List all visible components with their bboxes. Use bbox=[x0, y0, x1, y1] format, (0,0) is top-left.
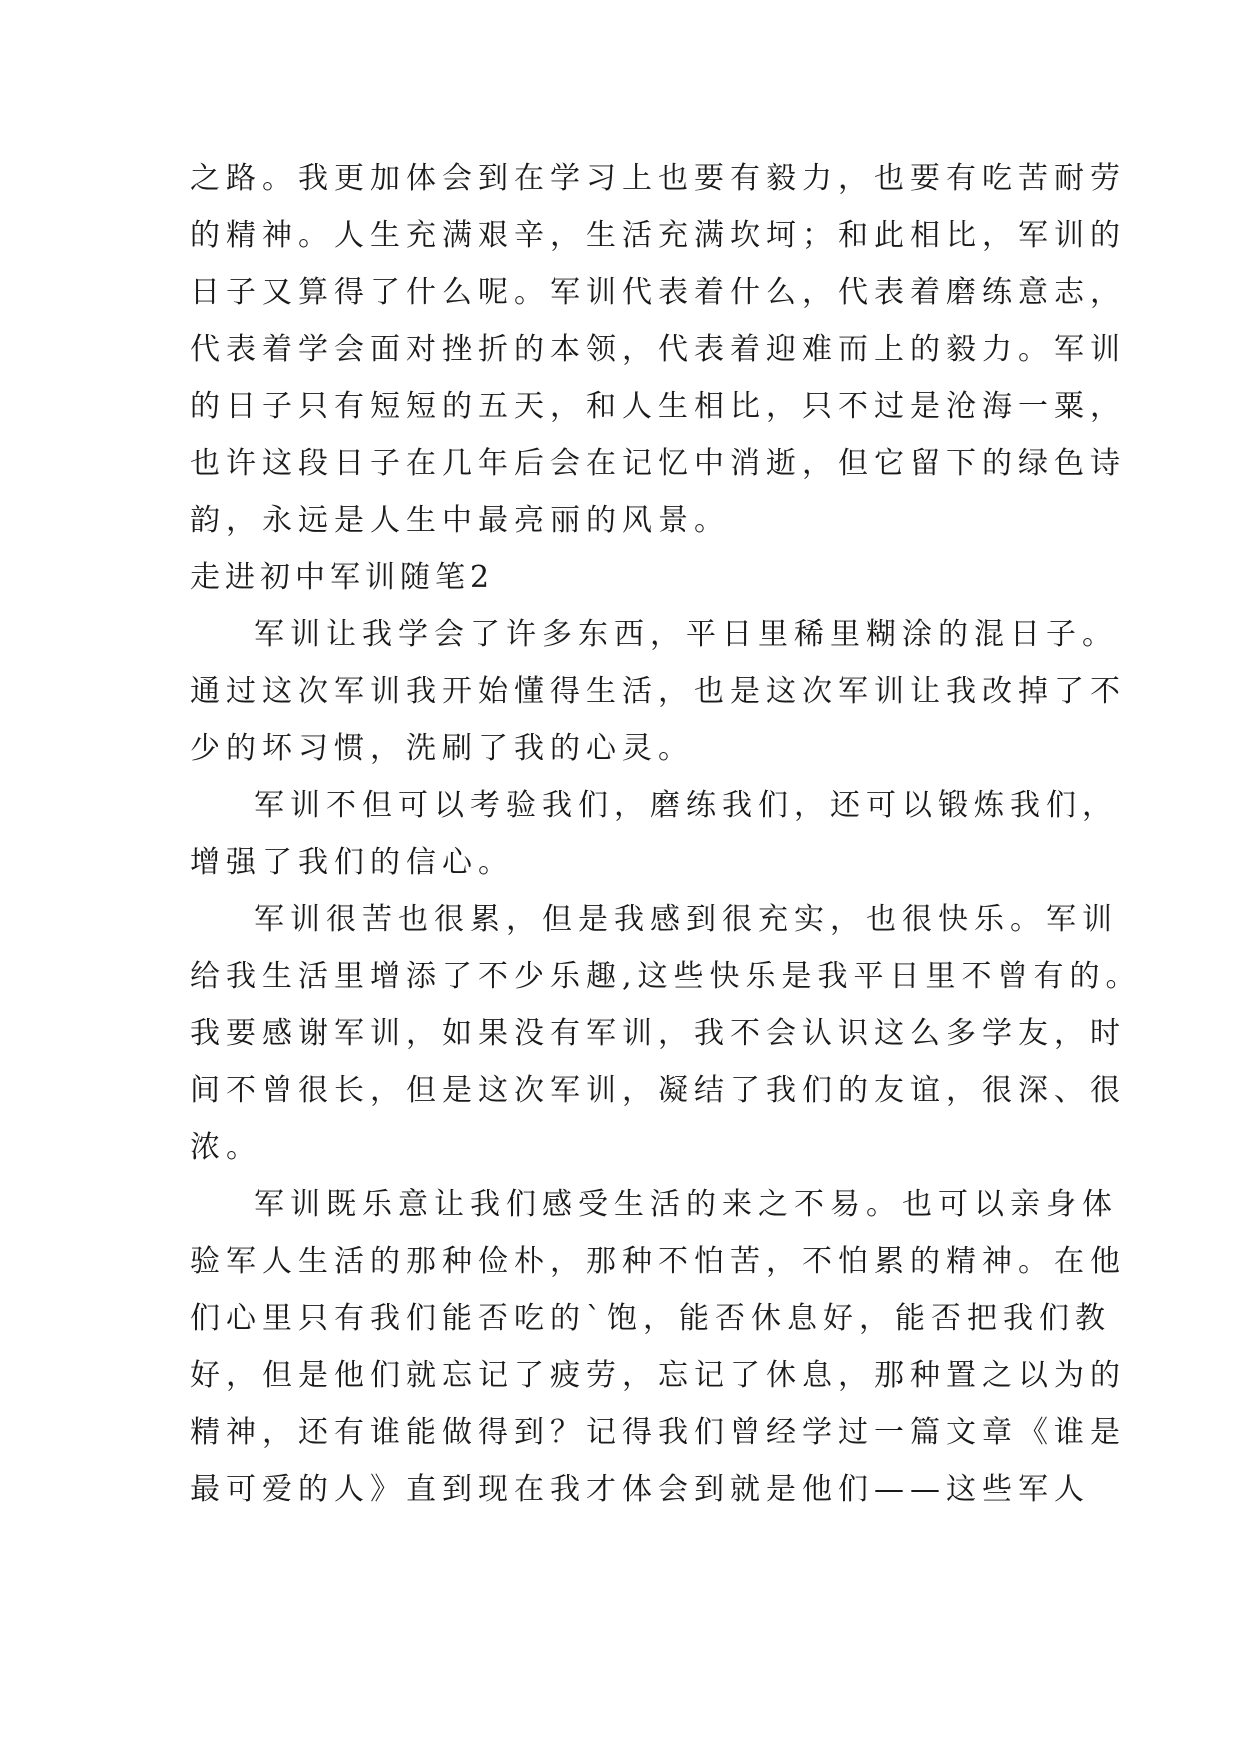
text-line: 军训很苦也很累，但是我感到很充实，也很快乐。军训 bbox=[254, 902, 1118, 937]
section-heading: 走进初中军训随笔2 bbox=[190, 560, 495, 595]
text-line: 韵，永远是人生中最亮丽的风景。 bbox=[190, 503, 730, 538]
text-line: 日子又算得了什么呢。军训代表着什么，代表着磨练意志， bbox=[190, 275, 1126, 310]
paragraph-continuation bbox=[190, 150, 1126, 549]
text-line: 代表着学会面对挫折的本领，代表着迎难而上的毅力。军训 bbox=[190, 332, 1126, 367]
text-line: 少的坏习惯，洗刷了我的心灵。 bbox=[190, 731, 694, 766]
text-line: 的日子只有短短的五天，和人生相比，只不过是沧海一粟， bbox=[190, 389, 1126, 424]
text-line: 军训既乐意让我们感受生活的来之不易。也可以亲身体 bbox=[254, 1187, 1118, 1222]
text-line: 最可爱的人》直到现在我才体会到就是他们——这些军人 bbox=[190, 1472, 1090, 1507]
text-line: 军训让我学会了许多东西，平日里稀里糊涂的混日子。 bbox=[254, 617, 1118, 652]
text-line: 也许这段日子在几年后会在记忆中消逝，但它留下的绿色诗 bbox=[190, 446, 1126, 481]
text-line: 军训不但可以考验我们，磨练我们，还可以锻炼我们， bbox=[254, 788, 1118, 823]
text-line: 增强了我们的信心。 bbox=[190, 845, 514, 880]
text-line: 通过这次军训我开始懂得生活，也是这次军训让我改掉了不 bbox=[190, 674, 1126, 709]
paragraph-3 bbox=[190, 891, 1142, 1176]
text-line: 间不曾很长，但是这次军训，凝结了我们的友谊，很深、很 bbox=[190, 1073, 1126, 1108]
text-line: 之路。我更加体会到在学习上也要有毅力，也要有吃苦耐劳 bbox=[190, 161, 1126, 196]
paragraph-2 bbox=[190, 777, 1118, 891]
paragraph-1 bbox=[190, 606, 1126, 777]
text-line: 精神，还有谁能做得到？记得我们曾经学过一篇文章《谁是 bbox=[190, 1415, 1126, 1450]
text-line: 验军人生活的那种俭朴，那种不怕苦，不怕累的精神。在他 bbox=[190, 1244, 1126, 1279]
text-line: 好，但是他们就忘记了疲劳，忘记了休息，那种置之以为的 bbox=[190, 1358, 1126, 1393]
document-body bbox=[190, 150, 1142, 1518]
text-line: 的精神。人生充满艰辛，生活充满坎坷；和此相比，军训的 bbox=[190, 218, 1126, 253]
text-line: 浓。 bbox=[190, 1130, 262, 1165]
text-line: 们心里只有我们能否吃的`饱，能否休息好，能否把我们教 bbox=[190, 1301, 1111, 1336]
text-line: 给我生活里增添了不少乐趣,这些快乐是我平日里不曾有的。 bbox=[190, 959, 1142, 994]
paragraph-4 bbox=[190, 1176, 1126, 1518]
text-line: 我要感谢军训，如果没有军训，我不会认识这么多学友，时 bbox=[190, 1016, 1126, 1051]
